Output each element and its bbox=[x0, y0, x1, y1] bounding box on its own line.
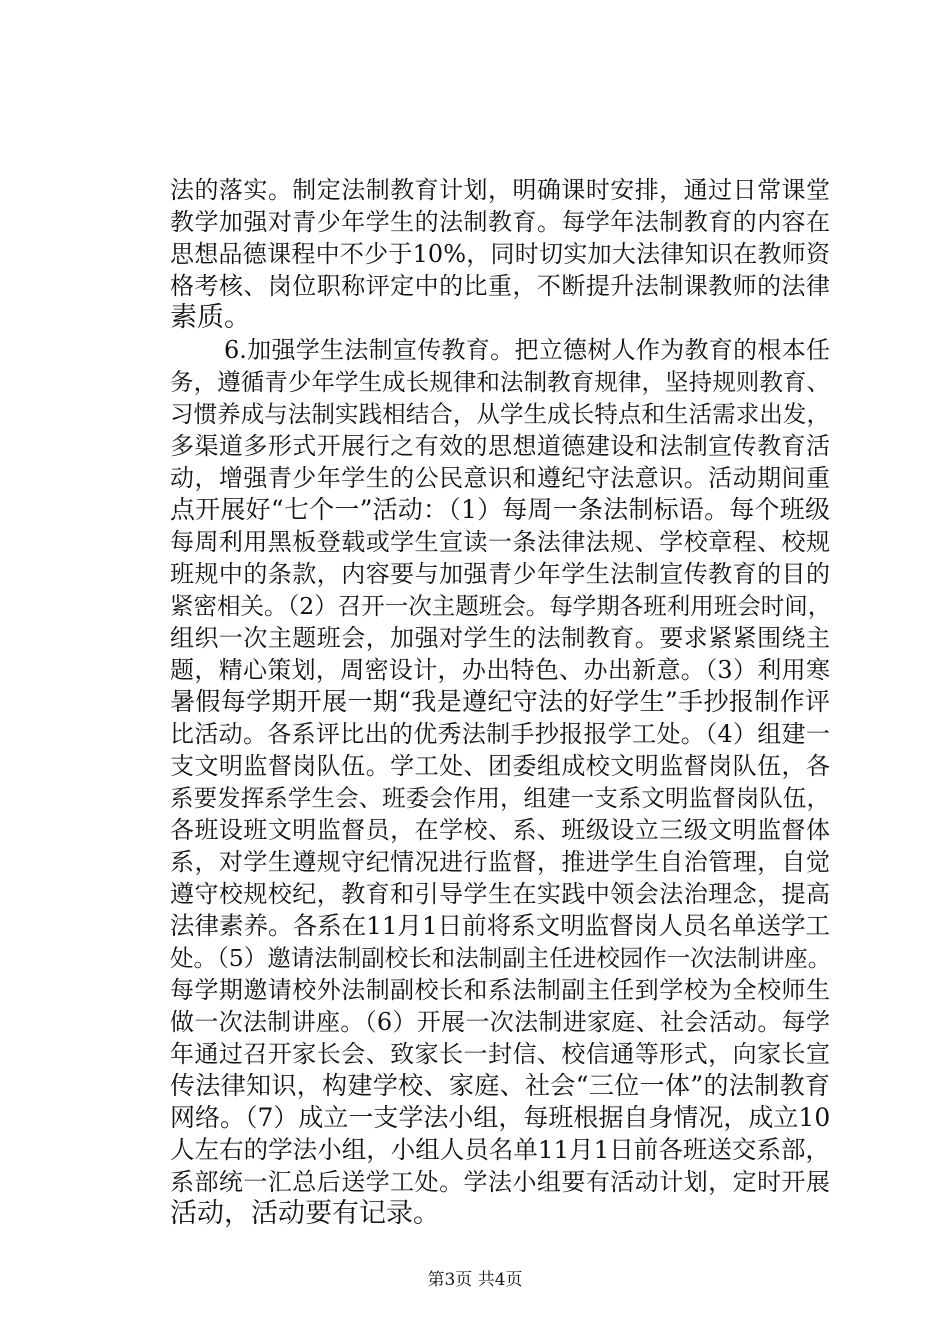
text-line: 教学加强对青少年学生的法制教育。每学年法制教育的内容在 bbox=[170, 208, 830, 236]
paragraph bbox=[170, 174, 830, 334]
text-line: 处。（5）邀请法制副校长和法制副主任进校园作一次法制讲座。 bbox=[170, 944, 832, 972]
text-line: 人左右的学法小组，小组人员名单11月1日前各班送交系部， bbox=[170, 1135, 830, 1164]
text-line: 比活动。各系评比出的优秀法制手抄报报学工处。（4）组建一 bbox=[170, 720, 830, 748]
text-line: 格考核、岗位职称评定中的比重，不断提升法制课教师的法律 bbox=[170, 272, 830, 300]
text-line: 法的落实。制定法制教育计划，明确课时安排，通过日常课堂 bbox=[170, 176, 830, 204]
text-line: 组织一次主题班会，加强对学生的法制教育。要求紧紧围绕主 bbox=[170, 624, 830, 652]
text-line: 各班设班文明监督员，在学校、系、班级设立三级文明监督体 bbox=[170, 816, 830, 844]
text-line: 活动，活动要有记录。 bbox=[170, 1198, 440, 1229]
text-line: 网络。（7）成立一支学法小组，每班根据自身情况，成立10 bbox=[170, 1103, 831, 1132]
text-line: 班规中的条款，内容要与加强青少年学生法制宣传教育的目的 bbox=[170, 560, 830, 588]
text-line: 思想品德课程中不少于10%，同时切实加大法律知识在教师资 bbox=[170, 240, 830, 268]
text-line: 多渠道多形式开展行之有效的思想道德建设和法制宣传教育活 bbox=[170, 432, 830, 460]
text-line: 年通过召开家长会、致家长一封信、校信通等形式，向家长宣 bbox=[170, 1040, 830, 1068]
text-line: 紧密相关。（2）召开一次主题班会。每学期各班利用班会时间， bbox=[170, 592, 832, 620]
text-line: 每学期邀请校外法制副校长和系法制副主任到学校为全校师生 bbox=[170, 976, 830, 1004]
text-line: 习惯养成与法制实践相结合，从学生成长特点和生活需求出发， bbox=[170, 400, 830, 428]
text-line: 系部统一汇总后送学工处。学法小组要有活动计划，定时开展 bbox=[170, 1168, 830, 1196]
text-line: 法律素养。各系在11月1日前将系文明监督岗人员名单送学工 bbox=[170, 911, 830, 940]
paragraph bbox=[170, 334, 830, 1230]
text-line: 题，精心策划，周密设计，办出特色、办出新意。（3）利用寒 bbox=[170, 656, 830, 684]
text-line: 遵守校规校纪，教育和引导学生在实践中领会法治理念，提高 bbox=[170, 880, 830, 908]
page-footer: 第3页 共4页 bbox=[427, 1270, 523, 1290]
text-line: 传法律知识，构建学校、家庭、社会“三位一体”的法制教育 bbox=[170, 1071, 830, 1100]
text-line: 做一次法制讲座。（6）开展一次法制进家庭、社会活动。每学 bbox=[170, 1008, 830, 1036]
text-line: 务，遵循青少年学生成长规律和法制教育规律，坚持规则教育、 bbox=[170, 368, 830, 396]
document-body bbox=[170, 174, 830, 1230]
text-line: 点开展好“七个一”活动：（1）每周一条法制标语。每个班级 bbox=[170, 495, 830, 524]
text-line: 每周利用黑板登载或学生宣读一条法律法规、学校章程、校规 bbox=[170, 528, 830, 556]
text-line: 支文明监督岗队伍。学工处、团委组成校文明监督岗队伍，各 bbox=[170, 752, 830, 780]
text-line: 动，增强青少年学生的公民意识和遵纪守法意识。活动期间重 bbox=[170, 464, 830, 492]
text-line: 系，对学生遵规守纪情况进行监督，推进学生自治管理，自觉 bbox=[170, 848, 830, 876]
text-line: 素质。 bbox=[170, 302, 251, 333]
text-line: 6.加强学生法制宣传教育。把立德树人作为教育的根本任 bbox=[224, 336, 830, 364]
text-line: 暑假每学期开展一期“我是遵纪守法的好学生”手抄报制作评 bbox=[170, 687, 830, 716]
text-line: 系要发挥系学生会、班委会作用，组建一支系文明监督岗队伍， bbox=[170, 784, 830, 812]
